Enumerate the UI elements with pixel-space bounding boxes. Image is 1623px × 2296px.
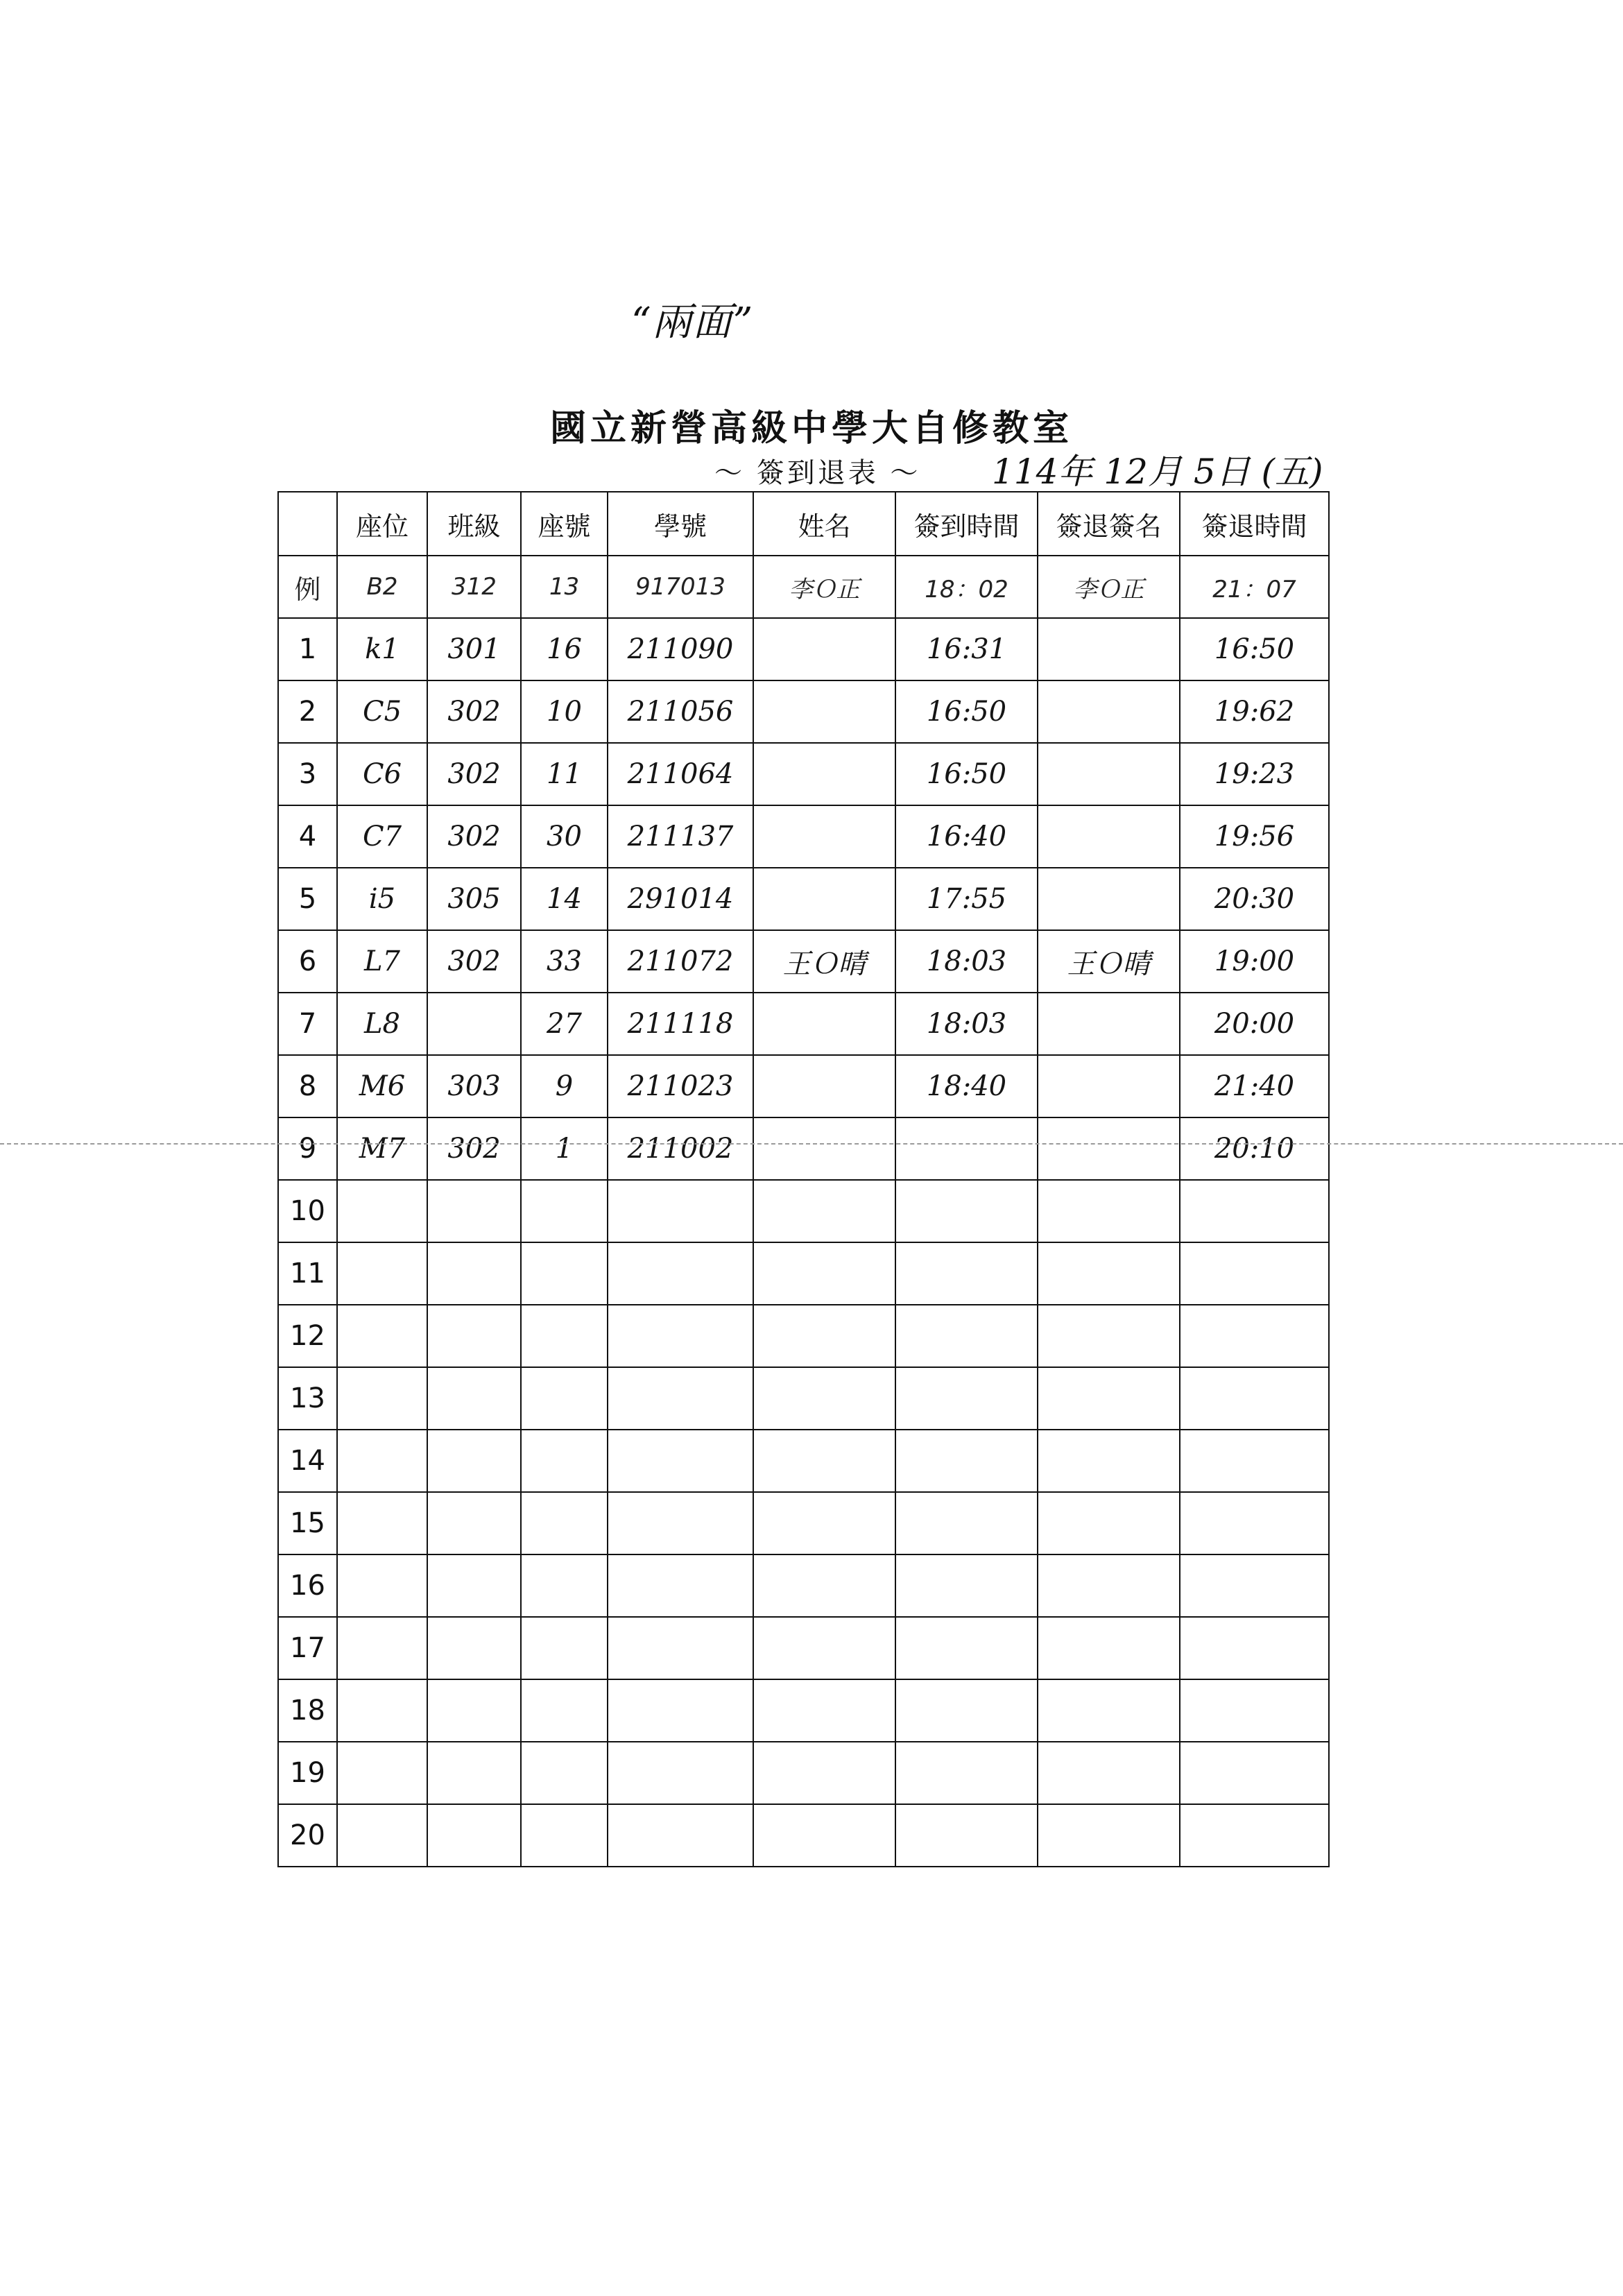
row-index: 7 xyxy=(278,993,337,1055)
cell-checkin: 16:40 xyxy=(895,805,1038,868)
table-row xyxy=(278,1679,1329,1742)
table-row xyxy=(278,868,1329,930)
table-row xyxy=(278,1055,1329,1117)
table-row xyxy=(278,1367,1329,1430)
cell-checkin xyxy=(895,1554,1038,1617)
cell-signout-signature xyxy=(1038,1305,1180,1367)
cell-student-id: 211118 xyxy=(608,993,753,1055)
cell-class xyxy=(427,993,521,1055)
cell-name xyxy=(753,868,895,930)
cell-seat xyxy=(337,1430,427,1492)
cell-seat xyxy=(337,1804,427,1867)
cell-number: 1 xyxy=(521,1117,608,1180)
cell-class xyxy=(427,1492,521,1554)
header-seat: 座位 xyxy=(337,492,427,556)
cell-signout-signature xyxy=(1038,1367,1180,1430)
cell-student-id: 211064 xyxy=(608,743,753,805)
header-checkin-time: 簽到時間 xyxy=(895,492,1038,556)
cell-student-id: 211056 xyxy=(608,680,753,743)
header-checkout-time: 簽退時間 xyxy=(1180,492,1329,556)
cell-number xyxy=(521,1367,608,1430)
cell-seat: L7 xyxy=(337,930,427,993)
header-class: 班級 xyxy=(427,492,521,556)
cell-name xyxy=(753,618,895,680)
header-number: 座號 xyxy=(521,492,608,556)
table-row xyxy=(278,1554,1329,1617)
cell-name xyxy=(753,1742,895,1804)
cell-seat: k1 xyxy=(337,618,427,680)
cell-seat xyxy=(337,1492,427,1554)
table-row xyxy=(278,1492,1329,1554)
cell-checkin xyxy=(895,1679,1038,1742)
cell-class: 302 xyxy=(427,743,521,805)
cell-class xyxy=(427,1554,521,1617)
row-index: 19 xyxy=(278,1742,337,1804)
cell-student-id xyxy=(608,1554,753,1617)
cell-number xyxy=(521,1617,608,1679)
table-row xyxy=(278,680,1329,743)
row-index: 12 xyxy=(278,1305,337,1367)
table-row xyxy=(278,930,1329,993)
cell-checkout xyxy=(1180,1492,1329,1554)
table-row xyxy=(278,993,1329,1055)
cell-number: 10 xyxy=(521,680,608,743)
cell-seat xyxy=(337,1742,427,1804)
cell-checkin xyxy=(895,1617,1038,1679)
row-index: 11 xyxy=(278,1242,337,1305)
cell-checkin xyxy=(895,1117,1038,1180)
table-row xyxy=(278,1180,1329,1242)
cell-name xyxy=(753,743,895,805)
cell-checkout: 19:62 xyxy=(1180,680,1329,743)
example-seat: B2 xyxy=(337,556,427,618)
cell-number: 11 xyxy=(521,743,608,805)
cell-signout-signature: 王Ｏ晴 xyxy=(1038,930,1180,993)
cell-number xyxy=(521,1242,608,1305)
cell-number: 9 xyxy=(521,1055,608,1117)
cell-class: 305 xyxy=(427,868,521,930)
row-index: 2 xyxy=(278,680,337,743)
cell-name xyxy=(753,805,895,868)
row-index: 20 xyxy=(278,1804,337,1867)
table-row xyxy=(278,1242,1329,1305)
row-index: 5 xyxy=(278,868,337,930)
document-subtitle: ～ 簽到退表 ～ xyxy=(714,457,921,489)
cell-name xyxy=(753,1492,895,1554)
cell-checkin xyxy=(895,1804,1038,1867)
example-row xyxy=(278,556,1329,618)
table-row xyxy=(278,1430,1329,1492)
cell-number xyxy=(521,1554,608,1617)
table-row xyxy=(278,1617,1329,1679)
row-index: 18 xyxy=(278,1679,337,1742)
cell-checkin: 17:55 xyxy=(895,868,1038,930)
cell-class xyxy=(427,1242,521,1305)
cell-checkout: 20:30 xyxy=(1180,868,1329,930)
cell-student-id: 211072 xyxy=(608,930,753,993)
row-index: 16 xyxy=(278,1554,337,1617)
cell-class: 302 xyxy=(427,805,521,868)
cell-number: 27 xyxy=(521,993,608,1055)
cell-student-id xyxy=(608,1305,753,1367)
cell-seat: i5 xyxy=(337,868,427,930)
cell-signout-signature xyxy=(1038,1242,1180,1305)
cell-number: 16 xyxy=(521,618,608,680)
row-index: 8 xyxy=(278,1055,337,1117)
cell-seat xyxy=(337,1367,427,1430)
cell-checkin: 16:50 xyxy=(895,680,1038,743)
cell-number xyxy=(521,1679,608,1742)
cell-checkout: 20:00 xyxy=(1180,993,1329,1055)
cell-class xyxy=(427,1617,521,1679)
cell-signout-signature xyxy=(1038,1554,1180,1617)
cell-checkout: 19:23 xyxy=(1180,743,1329,805)
cell-checkout: 20:10 xyxy=(1180,1117,1329,1180)
cell-student-id xyxy=(608,1492,753,1554)
cell-signout-signature xyxy=(1038,618,1180,680)
row-index: 1 xyxy=(278,618,337,680)
cell-number xyxy=(521,1742,608,1804)
row-index: 9 xyxy=(278,1117,337,1180)
example-checkin: 18：02 xyxy=(895,556,1038,618)
cell-number xyxy=(521,1804,608,1867)
row-index: 17 xyxy=(278,1617,337,1679)
header-signout-signature: 簽退簽名 xyxy=(1038,492,1180,556)
cell-name xyxy=(753,1804,895,1867)
cell-class xyxy=(427,1742,521,1804)
cell-name xyxy=(753,1055,895,1117)
cell-signout-signature xyxy=(1038,868,1180,930)
cell-student-id xyxy=(608,1617,753,1679)
row-index: 4 xyxy=(278,805,337,868)
cell-student-id xyxy=(608,1679,753,1742)
cell-number xyxy=(521,1305,608,1367)
example-name: 李Ｏ正 xyxy=(753,556,895,618)
cell-checkout xyxy=(1180,1554,1329,1617)
cell-name xyxy=(753,680,895,743)
cell-seat xyxy=(337,1617,427,1679)
example-student-id: 917013 xyxy=(608,556,753,618)
cell-signout-signature xyxy=(1038,1804,1180,1867)
cell-checkin xyxy=(895,1367,1038,1430)
cell-seat xyxy=(337,1180,427,1242)
cell-student-id xyxy=(608,1367,753,1430)
cell-student-id: 211002 xyxy=(608,1117,753,1180)
table-row xyxy=(278,743,1329,805)
cell-class: 302 xyxy=(427,1117,521,1180)
cell-class: 301 xyxy=(427,618,521,680)
cell-name xyxy=(753,1430,895,1492)
cell-checkin xyxy=(895,1492,1038,1554)
cell-number: 30 xyxy=(521,805,608,868)
cell-checkin: 18:03 xyxy=(895,930,1038,993)
cell-signout-signature xyxy=(1038,805,1180,868)
cell-signout-signature xyxy=(1038,1180,1180,1242)
cell-class: 302 xyxy=(427,680,521,743)
cell-student-id xyxy=(608,1430,753,1492)
row-index: 13 xyxy=(278,1367,337,1430)
cell-signout-signature xyxy=(1038,1492,1180,1554)
row-index: 6 xyxy=(278,930,337,993)
cell-seat: M6 xyxy=(337,1055,427,1117)
cell-class xyxy=(427,1305,521,1367)
cell-student-id xyxy=(608,1804,753,1867)
cell-student-id: 211137 xyxy=(608,805,753,868)
cell-seat xyxy=(337,1305,427,1367)
table-row xyxy=(278,1804,1329,1867)
cell-number xyxy=(521,1180,608,1242)
cell-checkout xyxy=(1180,1742,1329,1804)
cell-seat: M7 xyxy=(337,1117,427,1180)
cell-signout-signature xyxy=(1038,1117,1180,1180)
cell-name xyxy=(753,1180,895,1242)
cell-name xyxy=(753,1554,895,1617)
cell-seat xyxy=(337,1242,427,1305)
cell-name xyxy=(753,1367,895,1430)
cell-class xyxy=(427,1180,521,1242)
cell-checkout: 16:50 xyxy=(1180,618,1329,680)
cell-checkout xyxy=(1180,1242,1329,1305)
scan-fold-line xyxy=(0,1143,1623,1145)
cell-name xyxy=(753,1117,895,1180)
cell-name xyxy=(753,1305,895,1367)
cell-checkin: 16:50 xyxy=(895,743,1038,805)
cell-checkin xyxy=(895,1242,1038,1305)
cell-student-id: 211023 xyxy=(608,1055,753,1117)
cell-seat: C6 xyxy=(337,743,427,805)
cell-number: 14 xyxy=(521,868,608,930)
example-class: 312 xyxy=(427,556,521,618)
row-index: 14 xyxy=(278,1430,337,1492)
cell-checkin xyxy=(895,1180,1038,1242)
cell-signout-signature xyxy=(1038,743,1180,805)
cell-checkout xyxy=(1180,1367,1329,1430)
cell-signout-signature xyxy=(1038,1742,1180,1804)
cell-checkin: 16:31 xyxy=(895,618,1038,680)
document-title: 國立新營高級中學大自修教室 xyxy=(549,407,1073,449)
cell-signout-signature xyxy=(1038,680,1180,743)
cell-signout-signature xyxy=(1038,1055,1180,1117)
header-index xyxy=(278,492,337,556)
cell-student-id: 211090 xyxy=(608,618,753,680)
table-row xyxy=(278,1305,1329,1367)
cell-class xyxy=(427,1367,521,1430)
cell-checkout xyxy=(1180,1804,1329,1867)
cell-name: 王Ｏ晴 xyxy=(753,930,895,993)
cell-name xyxy=(753,1679,895,1742)
row-index: 3 xyxy=(278,743,337,805)
example-number: 13 xyxy=(521,556,608,618)
table-row xyxy=(278,1117,1329,1180)
handwritten-date: 114年 12月 5日 (五) xyxy=(992,452,1323,492)
cell-class xyxy=(427,1430,521,1492)
cell-number xyxy=(521,1492,608,1554)
example-signout-signature: 李Ｏ正 xyxy=(1038,556,1180,618)
cell-seat xyxy=(337,1554,427,1617)
cell-checkout: 19:00 xyxy=(1180,930,1329,993)
cell-signout-signature xyxy=(1038,993,1180,1055)
cell-student-id xyxy=(608,1742,753,1804)
cell-checkout xyxy=(1180,1430,1329,1492)
cell-checkin xyxy=(895,1430,1038,1492)
cell-student-id xyxy=(608,1180,753,1242)
cell-name xyxy=(753,1617,895,1679)
cell-seat: L8 xyxy=(337,993,427,1055)
cell-number xyxy=(521,1430,608,1492)
table-row xyxy=(278,805,1329,868)
signin-table xyxy=(277,491,1330,1867)
row-index: 15 xyxy=(278,1492,337,1554)
cell-signout-signature xyxy=(1038,1430,1180,1492)
table-row xyxy=(278,1742,1329,1804)
cell-number: 33 xyxy=(521,930,608,993)
cell-student-id: 291014 xyxy=(608,868,753,930)
cell-signout-signature xyxy=(1038,1617,1180,1679)
cell-checkout xyxy=(1180,1617,1329,1679)
cell-class: 303 xyxy=(427,1055,521,1117)
cell-checkout: 19:56 xyxy=(1180,805,1329,868)
cell-checkout xyxy=(1180,1305,1329,1367)
cell-checkin xyxy=(895,1305,1038,1367)
cell-seat: C7 xyxy=(337,805,427,868)
cell-checkout: 21:40 xyxy=(1180,1055,1329,1117)
cell-seat xyxy=(337,1679,427,1742)
header-student-id: 學號 xyxy=(608,492,753,556)
header-row xyxy=(278,492,1329,556)
cell-checkout xyxy=(1180,1180,1329,1242)
cell-checkin xyxy=(895,1742,1038,1804)
cell-class: 302 xyxy=(427,930,521,993)
cell-checkin: 18:40 xyxy=(895,1055,1038,1117)
cell-seat: C5 xyxy=(337,680,427,743)
header-name: 姓名 xyxy=(753,492,895,556)
handwritten-note: “兩面” xyxy=(631,300,755,345)
table-row xyxy=(278,618,1329,680)
cell-signout-signature xyxy=(1038,1679,1180,1742)
example-checkout: 21：07 xyxy=(1180,556,1329,618)
row-index: 10 xyxy=(278,1180,337,1242)
cell-name xyxy=(753,993,895,1055)
cell-class xyxy=(427,1679,521,1742)
cell-student-id xyxy=(608,1242,753,1305)
example-index: 例 xyxy=(278,556,337,618)
cell-name xyxy=(753,1242,895,1305)
cell-class xyxy=(427,1804,521,1867)
cell-checkout xyxy=(1180,1679,1329,1742)
cell-checkin: 18:03 xyxy=(895,993,1038,1055)
